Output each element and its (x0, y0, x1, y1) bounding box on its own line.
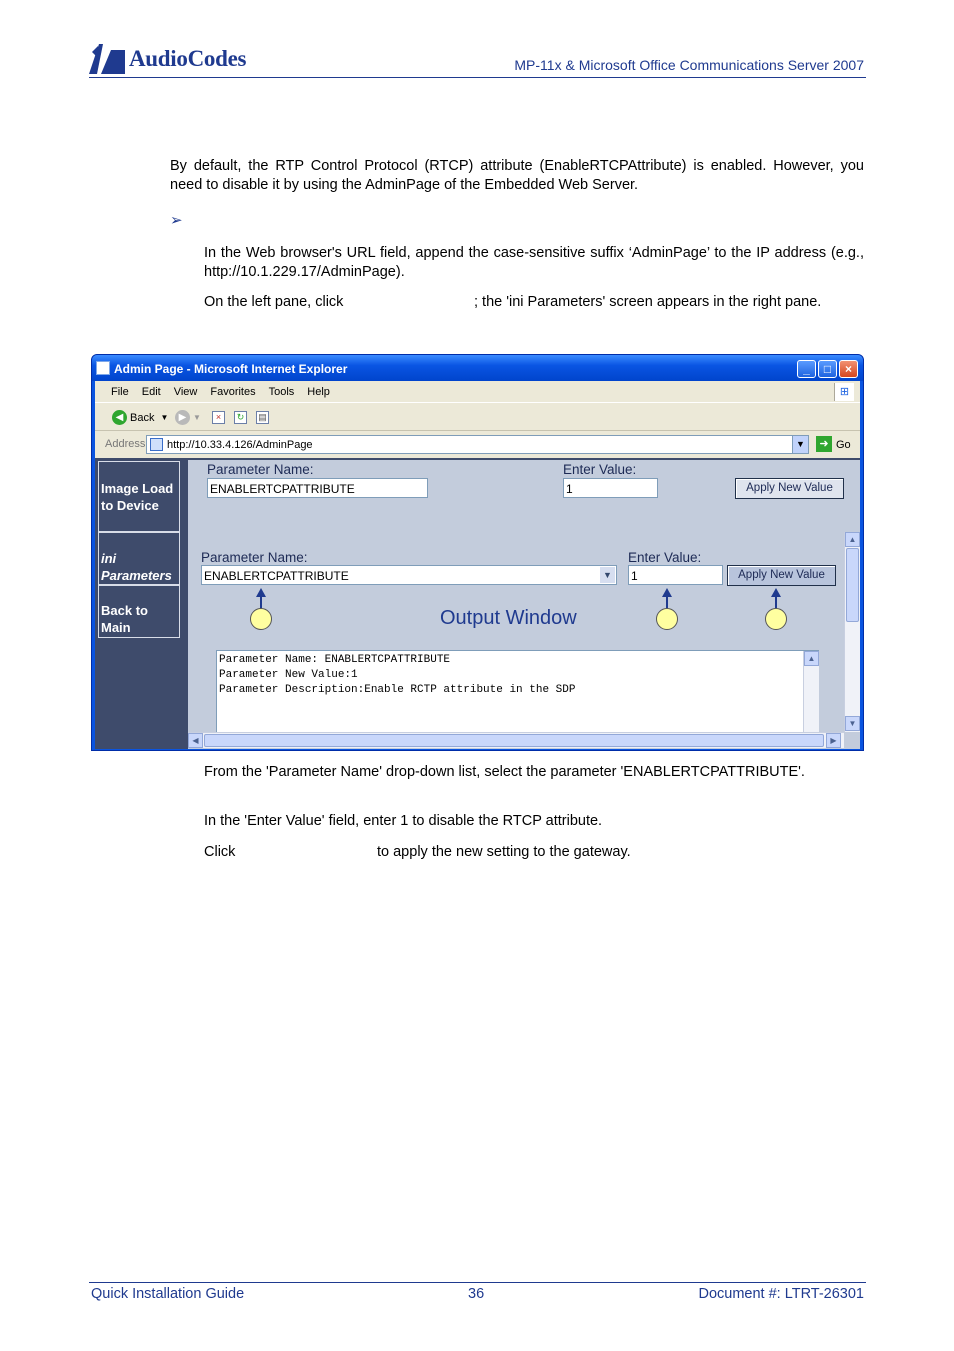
callout-2-marker (656, 608, 678, 630)
output-window[interactable] (216, 650, 819, 736)
step-4: In the 'Enter Value' field, enter 1 to disable the RTCP attribute. (204, 813, 603, 829)
maximize-icon[interactable]: □ (818, 360, 837, 378)
stop-icon[interactable]: × (212, 411, 225, 424)
header-rule (89, 77, 866, 78)
close-icon[interactable]: × (839, 360, 858, 378)
audiocodes-logo (89, 44, 246, 74)
forward-button[interactable] (175, 410, 201, 425)
nav-ini-parameters[interactable]: ini Parameters (98, 532, 180, 585)
param-name-value: ENABLERTCPATTRIBUTE (204, 569, 349, 583)
top-param-name-field[interactable]: ENABLERTCPATTRIBUTE (207, 478, 428, 498)
logo-text: AudioCodes (129, 46, 247, 71)
procedure-arrow-icon: ➢ (170, 212, 183, 229)
ini-parameters-pane (188, 460, 860, 749)
page-content (95, 458, 860, 749)
scroll-right-icon[interactable]: ▶ (826, 733, 841, 748)
pane-vertical-scrollbar[interactable] (844, 532, 860, 732)
menu-file[interactable]: File (111, 385, 129, 398)
address-dropdown-icon[interactable]: ▼ (792, 436, 808, 453)
minimize-icon[interactable]: _ (797, 360, 816, 378)
callout-2-line (666, 596, 668, 608)
forward-dropdown-icon: ▼ (193, 413, 201, 422)
windows-logo-icon: ⊞ (834, 383, 854, 401)
menu-help[interactable]: Help (307, 385, 330, 398)
param-name-dropdown[interactable] (201, 565, 617, 585)
admin-nav (97, 460, 181, 747)
address-bar (95, 432, 860, 457)
step-5-start: Click (204, 844, 236, 860)
address-label: Address (105, 438, 146, 450)
output-scroll-up-icon[interactable]: ▲ (804, 651, 819, 666)
back-dropdown-icon[interactable]: ▼ (160, 413, 169, 422)
toolbar (95, 404, 860, 431)
output-line: Parameter New Value:1 (219, 669, 358, 681)
nav-image-load[interactable]: Image Load to Device (98, 461, 180, 532)
forward-arrow-icon: ▶ (175, 410, 190, 425)
scroll-down-icon[interactable]: ▼ (845, 716, 860, 731)
top-apply-new-value-button[interactable]: Apply New Value (735, 478, 844, 499)
menu-view[interactable]: View (173, 385, 198, 398)
output-line: Parameter Description:Enable RCTP attribute in the SDP (219, 684, 576, 696)
menu-edit[interactable]: Edit (141, 385, 161, 398)
footer-rule (89, 1282, 866, 1283)
go-arrow-icon[interactable]: ➜ (816, 436, 832, 452)
menu-tools[interactable]: Tools (268, 385, 295, 398)
param-dropdown-chevron-icon[interactable]: ▼ (600, 567, 615, 583)
step-3: From the 'Parameter Name' drop-down list, select the parameter 'ENABLERTCPATTRIBUTE'. (204, 764, 805, 780)
back-arrow-icon: ◀ (112, 410, 127, 425)
document-number: Document #: LTRT-26301 (698, 1286, 864, 1302)
address-input[interactable] (146, 435, 809, 454)
step-2-end: ; the 'ini Parameters' screen appears in the right pane. (474, 294, 822, 310)
ie-title-text: Admin Page - Microsoft Internet Explorer (114, 362, 348, 376)
ie-client (95, 381, 860, 749)
scroll-up-icon[interactable]: ▲ (845, 532, 860, 547)
callout-1-line (260, 596, 262, 608)
step-1: In the Web browser's URL field, append the case-sensitive suffix ‘AdminPage’ to the IP address (e.g., http://10.1.229.17/AdminPage). (204, 245, 864, 280)
audiocodes-logo-icon (89, 44, 125, 74)
enter-value-field[interactable]: 1 (628, 565, 723, 585)
callout-3-line (775, 596, 777, 608)
ie-window (91, 354, 864, 751)
intro-paragraph: By default, the RTP Control Protocol (RTCP) attribute (EnableRTCPAttribute) is enabled. However, you need to disable it by using the AdminPage of the Embedded Web Server. (170, 158, 864, 193)
top-enter-value-field[interactable]: 1 (563, 478, 658, 498)
menu-favorites[interactable]: Favorites (210, 385, 256, 398)
refresh-icon[interactable]: ↻ (234, 411, 247, 424)
top-param-name-label: Parameter Name: (207, 462, 314, 477)
ie-titlebar (92, 355, 863, 381)
horizontal-scroll-thumb[interactable] (204, 734, 824, 747)
step-5-end: to apply the new setting to the gateway. (377, 844, 631, 860)
nav-back-to-main[interactable]: Back to Main (98, 585, 180, 638)
back-button[interactable] (112, 410, 168, 425)
output-line: Parameter Name: ENABLERTCPATTRIBUTE (219, 654, 451, 666)
output-scrollbar[interactable] (803, 651, 819, 735)
go-label[interactable]: Go (836, 439, 851, 451)
back-label: Back (130, 411, 155, 424)
callout-3-marker (765, 608, 787, 630)
ie-page-icon (96, 361, 110, 375)
vertical-scroll-thumb[interactable] (846, 548, 859, 622)
footer-guide-title: Quick Installation Guide (91, 1286, 245, 1302)
param-name-label: Parameter Name: (201, 550, 308, 565)
menu-bar (95, 381, 860, 403)
scroll-left-icon[interactable]: ◀ (188, 733, 203, 748)
callout-1-marker (250, 608, 272, 630)
page-number: 36 (468, 1286, 485, 1302)
pane-horizontal-scrollbar[interactable] (188, 732, 844, 748)
enter-value-label: Enter Value: (628, 550, 702, 565)
print-icon[interactable]: ▤ (256, 411, 269, 424)
page-icon (150, 438, 163, 451)
top-enter-value-label: Enter Value: (563, 462, 637, 477)
step-2-start: On the left pane, click (204, 294, 344, 310)
output-window-title: Output Window (440, 607, 577, 629)
address-url: http://10.33.4.126/AdminPage (167, 439, 313, 451)
apply-new-value-button[interactable]: Apply New Value (727, 565, 836, 586)
header-title: MP-11x & Microsoft Office Communications Server 2007 (514, 57, 864, 73)
